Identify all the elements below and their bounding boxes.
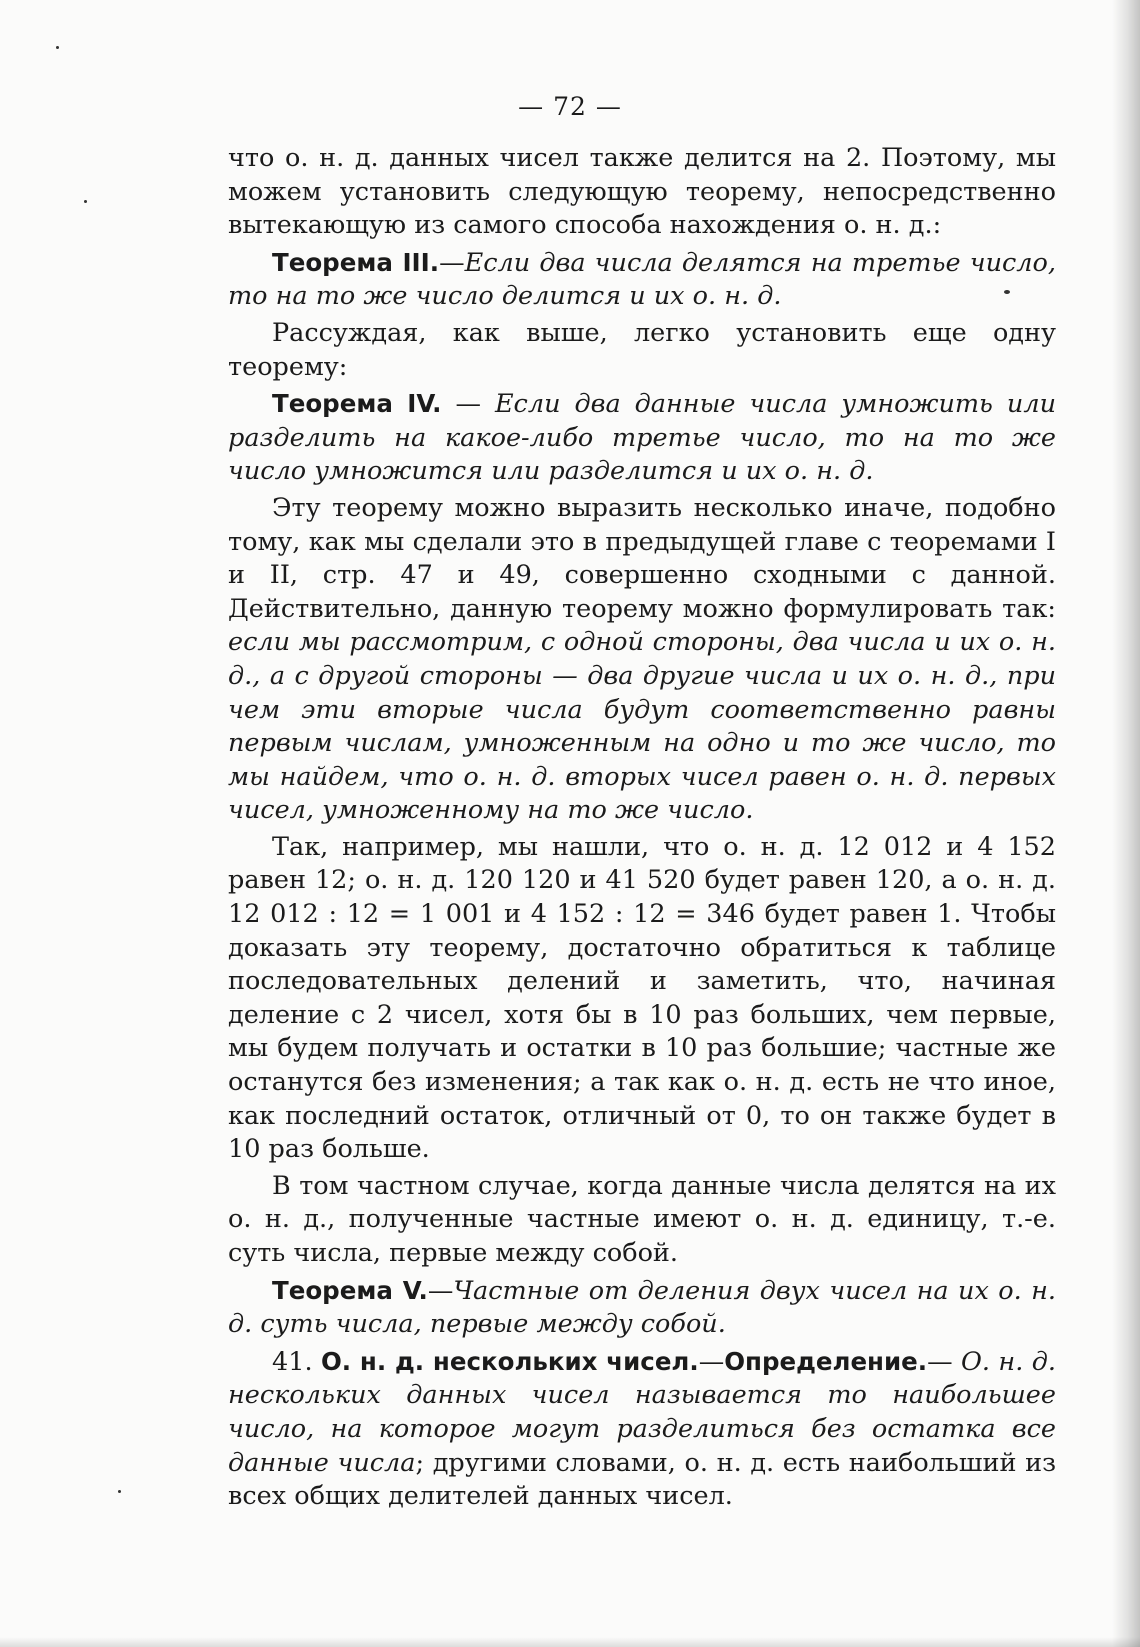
reformulation-text: Эту теорему можно выразить несколько иначе, подобно тому, как мы сделали это в предыдущей главе с теоремами I и II, стр. 47 и 49, совершенно сходными с данной. Действительно, данную теорему можно формулировать так: xyxy=(228,492,1056,624)
page-body xyxy=(228,142,1056,1517)
theorem-5-text: Частные от деления двух чисел на их о. н. д. суть числа, первые между собой. xyxy=(228,1275,1057,1340)
page-edge-shadow xyxy=(1112,0,1140,1647)
section-41-title: О. н. д. нескольких чисел. xyxy=(320,1346,699,1376)
paragraph-intro: что о. н. д. данных чисел также делится на 2. Поэтому, мы можем установить следующую теорему, непосредственно вытекающую из самого способа нахождения о. н. д.: xyxy=(228,143,1056,241)
theorem-3 xyxy=(228,246,1056,314)
definition-rest: ; другими словами, о. н. д. есть наибольший из всех общих делителей данных чисел. xyxy=(228,1447,1056,1512)
theorem-3-label: Теорема III. xyxy=(272,247,440,277)
theorem-4 xyxy=(228,387,1056,489)
paragraph-special-case: В том частном случае, когда данные числа делятся на их о. н. д., полученные частные имеют о. н. д. единицу, т.-е. суть числа, первые между собой. xyxy=(228,1170,1056,1268)
paragraph-example: Так, например, мы нашли, что о. н. д. 12 012 и 4 152 равен 12; о. н. д. 120 120 и 41 520 будет равен 120, а о. н. д. 12 012 : 12 = 1 001 и 4 152 : 12 = 346 будет равен 1. Чтобы доказать эту теорему, достаточно обратиться к таблице последовательных делений и заметить, что, начиная деление с 2 чисел, хотя бы в 10 раз больших, чем первые, мы будем получать и остатки в 10 раз большие; частные же останутся без изменения; а так как о. н. д. есть не что иное, как последний остаток, отличный от 0, то он также будет в 10 раз больше. xyxy=(228,831,1056,1165)
print-speck xyxy=(118,1490,121,1493)
paragraph-reformulation xyxy=(228,492,1056,828)
section-41 xyxy=(228,1345,1056,1514)
theorem-3-dash: — xyxy=(439,247,465,278)
theorem-5-label: Теорема V. xyxy=(272,1275,428,1305)
print-speck xyxy=(84,200,87,203)
section-41-dash2: — xyxy=(927,1346,961,1377)
theorem-4-label: Теорема IV. xyxy=(272,389,442,419)
theorem-4-dash: — xyxy=(441,389,495,420)
paragraph-reasoning: Рассуждая, как выше, легко установить еще одну теорему: xyxy=(228,317,1056,382)
print-speck xyxy=(56,46,59,49)
theorem-3-text: Если два числа делятся на третье число, то на то же число делится и их о. н. д. xyxy=(228,247,1056,312)
theorem-5 xyxy=(228,1274,1056,1342)
page-number: — 72 — xyxy=(518,92,622,121)
page-bottom-shadow xyxy=(0,1637,1140,1647)
definition-text: О. н. д. нескольких данных чисел называется то наибольшее число, на которое могут разделиться без остатка все данные числа xyxy=(228,1346,1056,1478)
section-41-dash1: — xyxy=(698,1346,725,1377)
reformulation-italic: если мы рассмотрим, с одной стороны, два числа и их о. н. д., а с другой стороны — два другие числа и их о. н. д., при чем эти вторые числа будут соответственно равны первым числам, умноженным на одно и то же число, то мы найдем, что о. н. д. вторых чисел равен о. н. д. первых чисел, умноженному на то же число. xyxy=(228,627,1056,826)
definition-label: Определение. xyxy=(724,1346,928,1376)
theorem-4-text: Если два данные числа умножить или разделить на какое-либо третье число, то на то же число умножится или разделится и их о. н. д. xyxy=(228,389,1056,487)
theorem-5-dash: — xyxy=(427,1275,454,1306)
section-41-number: 41. xyxy=(272,1346,313,1377)
